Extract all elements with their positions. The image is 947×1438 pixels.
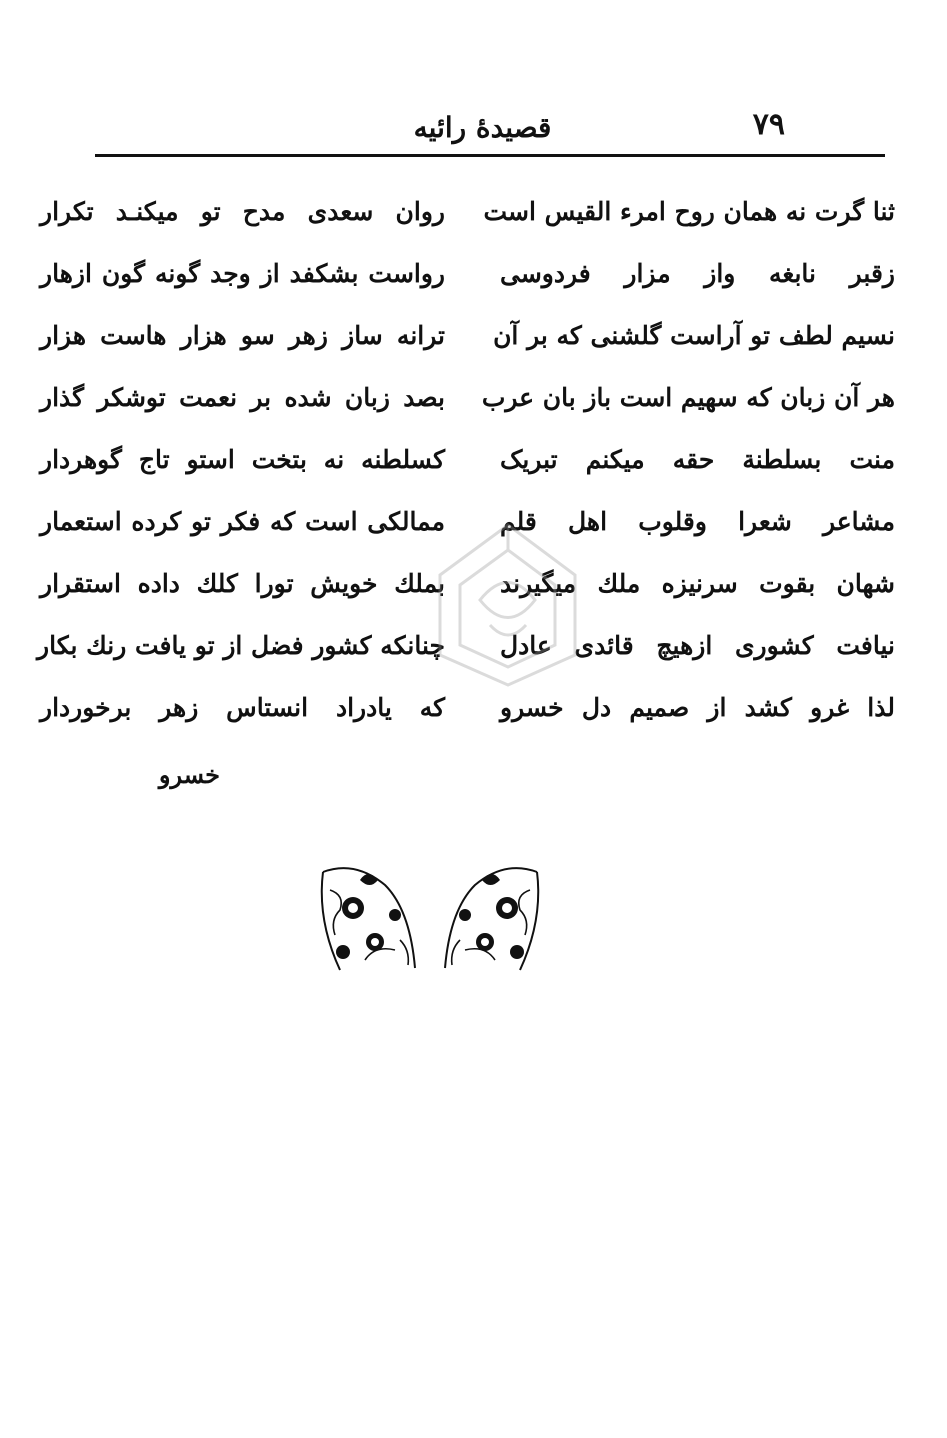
first-hemistich: نیافت کشوری ازهیچ قائدی عادل [500, 630, 895, 660]
page-number: ۷۹ [752, 107, 785, 142]
second-hemistich: روان سعدی مدح تو میکنـد تکرار [40, 196, 445, 226]
verse-line [40, 304, 895, 366]
second-hemistich: رواست بشکفد از وجد گونه گون ازهار [40, 258, 445, 288]
floral-tailpiece-ornament-icon [315, 860, 545, 980]
verse-line [40, 180, 895, 242]
poet-signature: خسرو [158, 760, 220, 789]
second-hemistich: چنانکه کشور فضل از تو یافت رنك بکار [37, 630, 445, 660]
first-hemistich: زقبر نابغه واز مزار فردوسی [500, 258, 895, 288]
first-hemistich: ثنا گرت نه همان روح امرء القيس است [483, 196, 895, 226]
second-hemistich: بصد زبان شده بر نعمت توشکر گذار [40, 382, 445, 412]
second-hemistich: که یادراد انستاس زهر برخوردار [40, 692, 445, 722]
first-hemistich: منت بسلطنة حقه میکنم تبریک [500, 444, 895, 474]
second-hemistich: کسلطنه نه بتخت استو تاج گوهردار [40, 444, 445, 474]
second-hemistich: بملك خویش تورا کلك داده استقرار [40, 568, 445, 598]
second-hemistich: ترانه ساز زهر سو هزار هاست هزار [40, 320, 445, 350]
first-hemistich: هر آن زبان که سهیم است باز بان عرب [481, 382, 895, 412]
header-rule [95, 154, 885, 157]
first-hemistich: مشاعر شعرا وقلوب اهل قلم [500, 506, 895, 536]
second-hemistich: ممالکی است که فکر تو کرده استعمار [40, 506, 445, 536]
page-header [95, 105, 870, 149]
library-stamp-watermark-icon [420, 505, 595, 695]
running-title: قصيدهٔ رائيه [413, 110, 552, 144]
first-hemistich: شهان بقوت سرنیزه ملك میگیرند [500, 568, 895, 598]
first-hemistich: نسیم لطف تو آراست گلشنی که بر آن [493, 320, 895, 350]
verse-line [40, 428, 895, 490]
verse-line [40, 366, 895, 428]
first-hemistich: لذا غرو کشد از صمیم دل خسرو [500, 692, 895, 722]
verse-line [40, 242, 895, 304]
